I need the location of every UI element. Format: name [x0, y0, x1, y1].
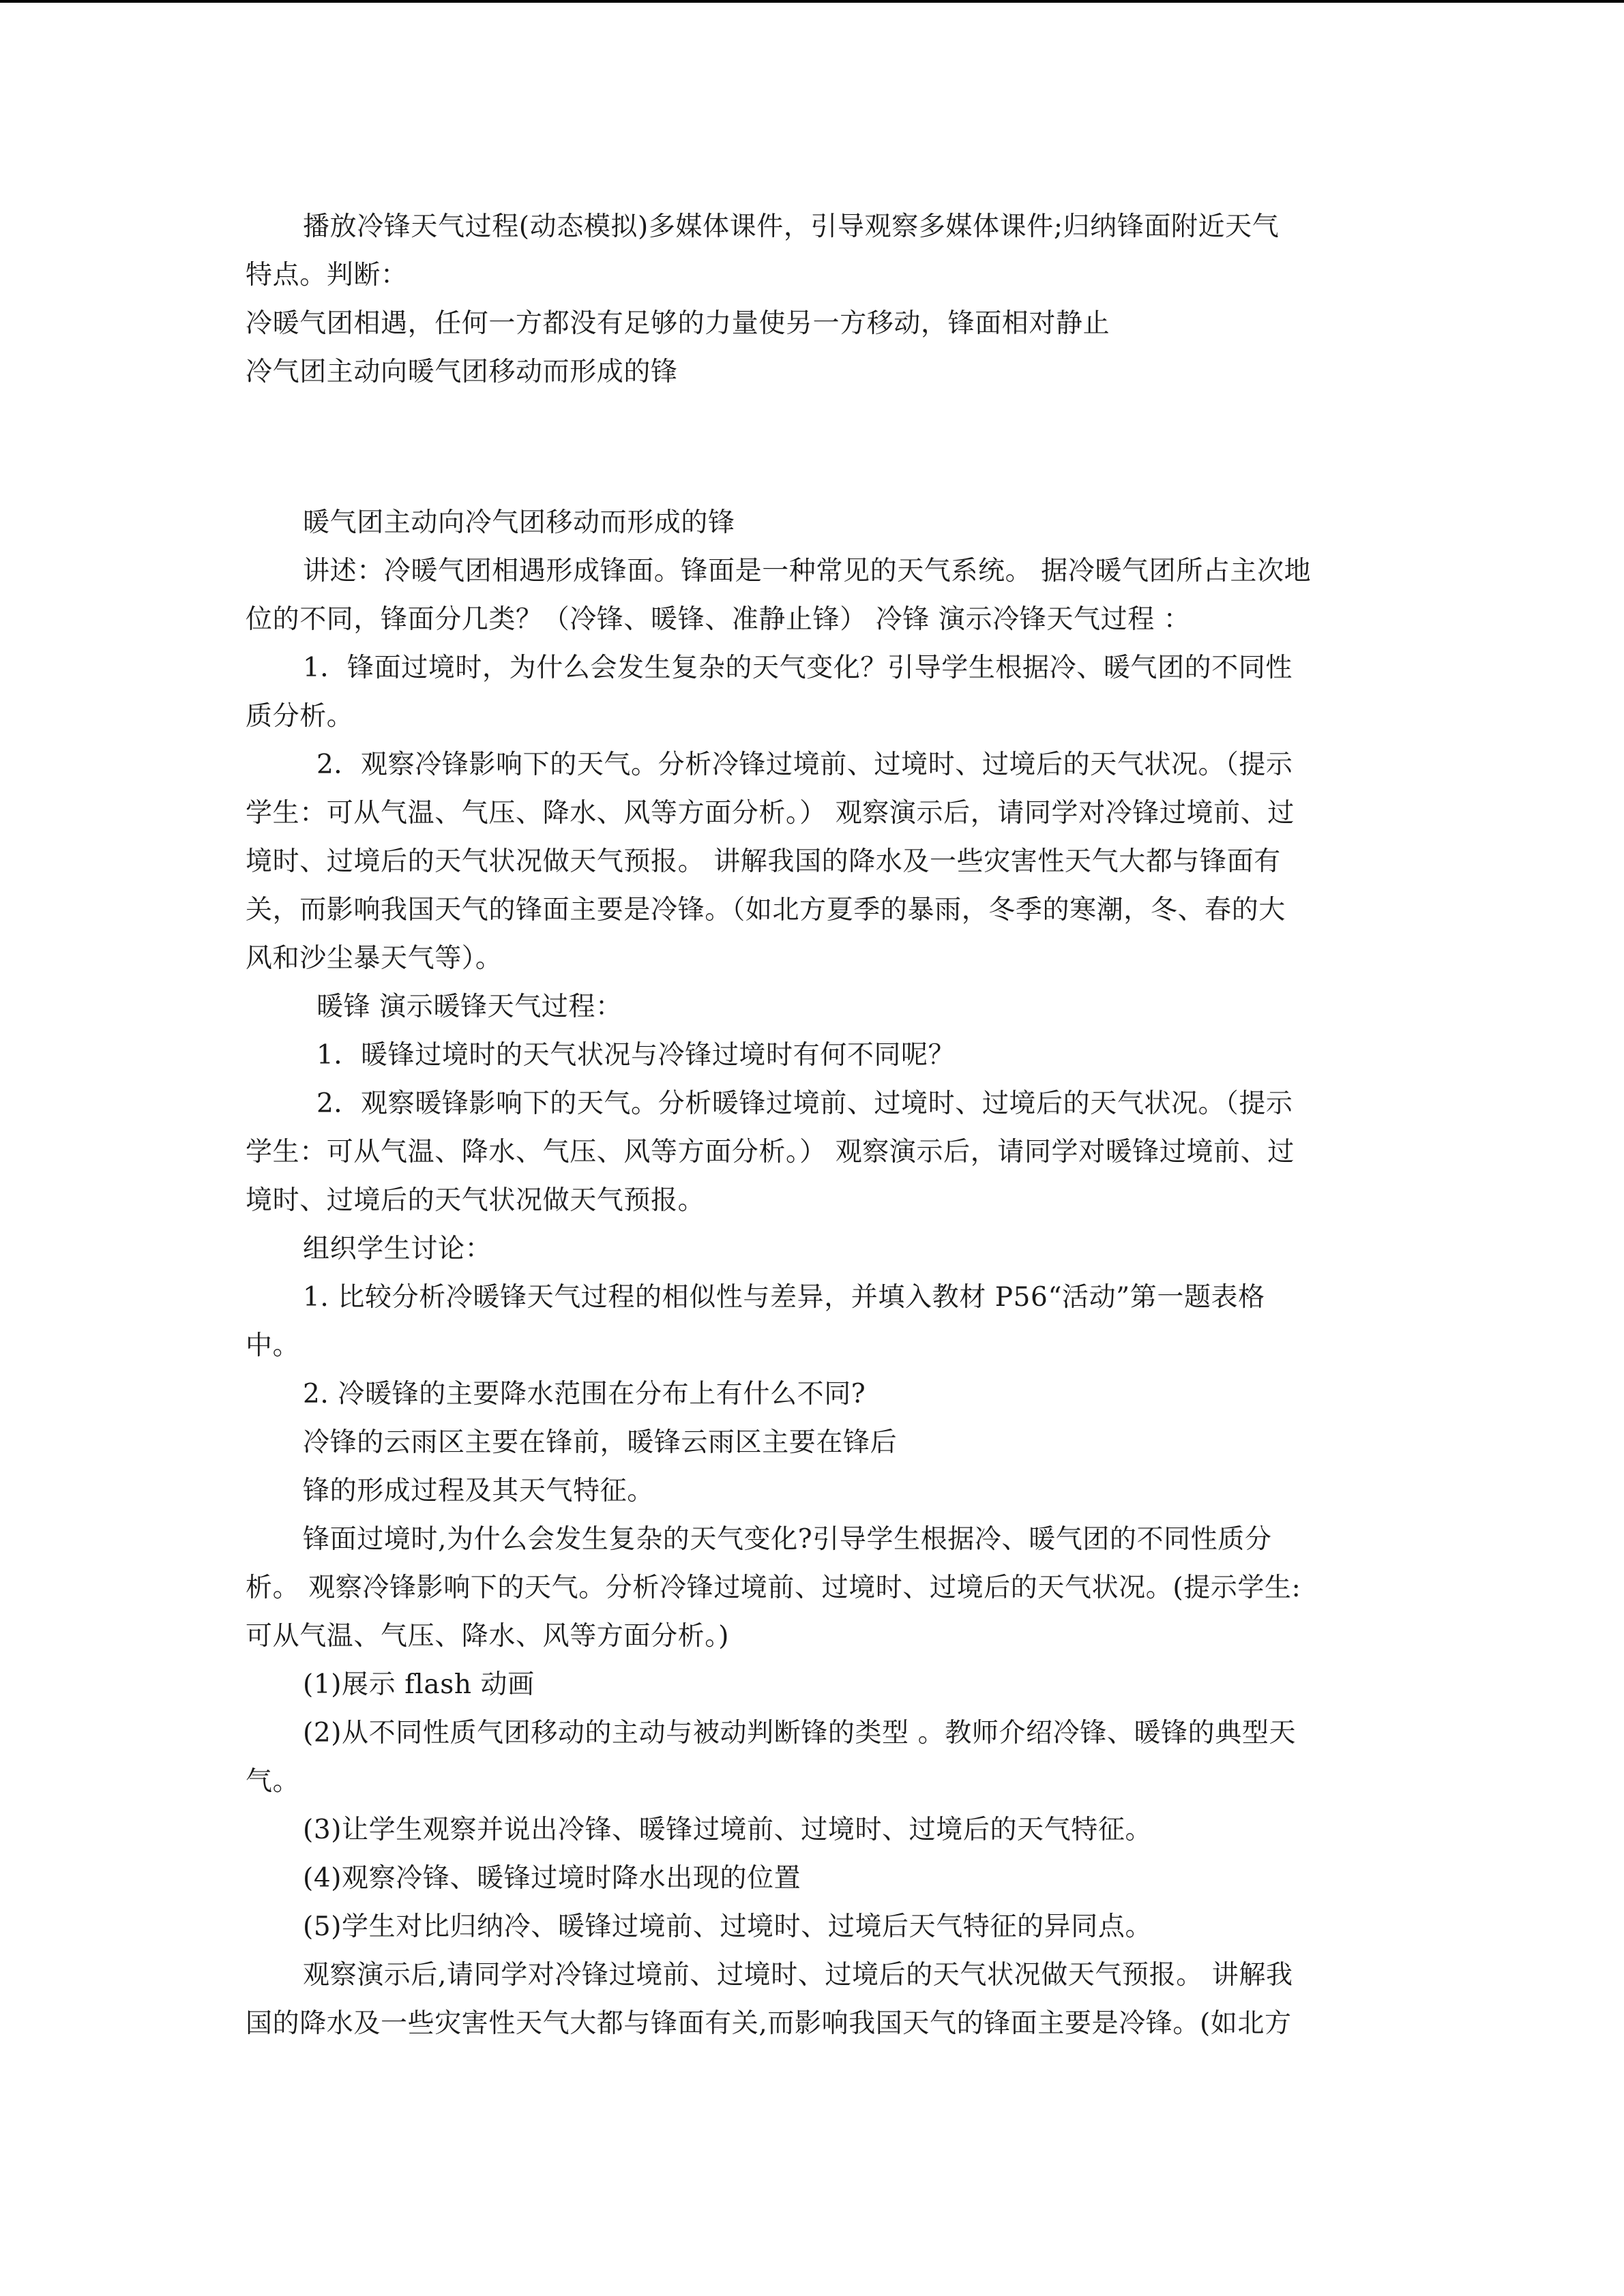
paragraph-line: 暖气团主动向冷气团移动而形成的锋: [303, 507, 735, 538]
paragraph-line: 位的不同，锋面分几类？（冷锋、暖锋、准静止锋） 冷锋 演示冷锋天气过程 ：: [246, 604, 1191, 635]
paragraph-line: 2. 冷暖锋的主要降水范围在分布上有什么不同?: [303, 1379, 866, 1410]
paragraph-line: (5)学生对比归纳冷、暖锋过境前、过境时、过境后天气特征的异同点。: [303, 1911, 1153, 1942]
paragraph-line: 学生：可从气温、降水、气压、风等方面分析。） 观察演示后，请同学对暖锋过境前、过: [246, 1137, 1295, 1167]
paragraph-line: (1)展示 flash 动画: [303, 1669, 535, 1700]
paragraph-line: 1．暖锋过境时的天气状况与冷锋过境时有何不同呢？: [316, 1040, 956, 1071]
paragraph-line: 境时、过境后的天气状况做天气预报。: [246, 1185, 705, 1216]
paragraph-line: 2．观察暖锋影响下的天气。分析暖锋过境前、过境时、过境后的天气状况。（提示: [316, 1088, 1293, 1119]
paragraph-line: 冷暖气团相遇，任何一方都没有足够的力量使另一方移动，锋面相对静止: [246, 308, 1110, 339]
paragraph-line: 组织学生讨论：: [303, 1234, 492, 1264]
paragraph-line: 特点。判断：: [246, 260, 408, 290]
paragraph-line: 锋的形成过程及其天气特征。: [303, 1476, 654, 1506]
paragraph-line: 气。: [246, 1766, 300, 1797]
paragraph-line: 关，而影响我国天气的锋面主要是冷锋。（如北方夏季的暴雨，冬季的寒潮，冬、春的大: [246, 895, 1286, 925]
paragraph-line: 播放冷锋天气过程(动态模拟)多媒体课件，引导观察多媒体课件;归纳锋面附近天气: [303, 211, 1280, 242]
paragraph-line: 可从气温、气压、降水、风等方面分析。): [246, 1621, 730, 1652]
paragraph-line: 冷气团主动向暖气团移动而形成的锋: [246, 357, 678, 387]
paragraph-line: 中。: [246, 1330, 300, 1361]
paragraph-line: 讲述：冷暖气团相遇形成锋面。锋面是一种常见的天气系统。 据冷暖气团所占主次地: [303, 556, 1312, 586]
paragraph-line: 析。 观察冷锋影响下的天气。分析冷锋过境前、过境时、过境后的天气状况。(提示学生:: [246, 1572, 1301, 1603]
paragraph-line: (2)从不同性质气团移动的主动与被动判断锋的类型 。教师介绍冷锋、暖锋的典型天: [303, 1718, 1297, 1748]
paragraph-line: 观察演示后,请同学对冷锋过境前、过境时、过境后的天气状况做天气预报。 讲解我: [303, 1960, 1293, 1991]
paragraph-line: 境时、过境后的天气状况做天气预报。 讲解我国的降水及一些灾害性天气大都与锋面有: [246, 846, 1281, 877]
paragraph-line: 冷锋的云雨区主要在锋前，暖锋云雨区主要在锋后: [303, 1427, 898, 1458]
paragraph-line: (3)让学生观察并说出冷锋、暖锋过境前、过境时、过境后的天气特征。: [303, 1815, 1153, 1845]
paragraph-line: 质分析。: [246, 701, 354, 732]
paragraph-line: 学生：可从气温、气压、降水、风等方面分析。） 观察演示后，请同学对冷锋过境前、过: [246, 798, 1295, 829]
page-top-border: [0, 0, 1624, 3]
paragraph-line: 1. 比较分析冷暖锋天气过程的相似性与差异，并填入教材 P56“活动”第一题表格: [303, 1282, 1265, 1313]
paragraph-line: 锋面过境时,为什么会发生复杂的天气变化?引导学生根据冷、暖气团的不同性质分: [303, 1524, 1272, 1555]
paragraph-line: 暖锋 演示暖锋天气过程：: [316, 992, 623, 1022]
paragraph-line: 1．锋面过境时，为什么会发生复杂的天气变化？引导学生根据冷、暖气团的不同性: [303, 653, 1293, 683]
paragraph-line: 风和沙尘暴天气等）。: [246, 943, 503, 974]
paragraph-line: (4)观察冷锋、暖锋过境时降水出现的位置: [303, 1863, 801, 1894]
paragraph-line: 2．观察冷锋影响下的天气。分析冷锋过境前、过境时、过境后的天气状况。（提示: [316, 749, 1293, 780]
paragraph-line: 国的降水及一些灾害性天气大都与锋面有关,而影响我国天气的锋面主要是冷锋。(如北方: [246, 2008, 1292, 2039]
